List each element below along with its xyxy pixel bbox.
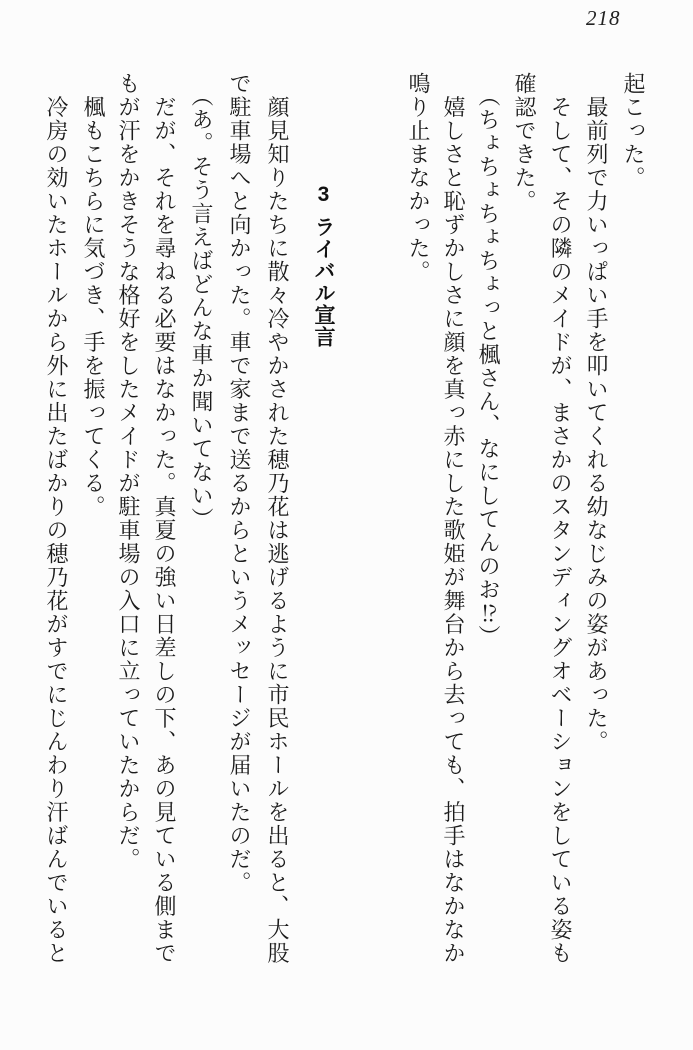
page-number: 218 [586, 6, 621, 30]
text-line: 顔見知りたちに散々冷やかされた穂乃花は逃げるように市民ホールを出ると、大股 [265, 72, 290, 965]
text-line: 冷房の効いたホールから外に出たばかりの穂乃花がすでにじんわり汗ばんでいると [44, 72, 69, 965]
text-line: 最前列で力いっぱい手を叩いてくれる幼なじみの姿があった。 [584, 72, 609, 754]
text-line: 楓もこちらに気づき、手を振ってくる。 [81, 72, 106, 519]
text-line: 確認できた。 [512, 72, 537, 213]
text-line: 嬉しさと恥ずかしさに顔を真っ赤にした歌姫が舞台から去っても、拍手はなかなか [441, 72, 466, 965]
text-line: もが汗をかきそうな格好をしたメイドが駐車場の入口に立っていたからだ。 [116, 72, 141, 871]
text-line: で駐車場へと向かった。車で家まで送るからというメッセージが届いたのだ。 [227, 72, 252, 895]
text-line: （ちょちょちょちょっと楓さん、なにしてんのお⁉） [476, 72, 501, 649]
text-line: そして、その隣のメイドが、まさかのスタンディングオベーションをしている姿も [548, 72, 573, 965]
text-line: だが、それを尋ねる必要はなかった。真夏の強い日差しの下、あの見ている側まで [152, 72, 177, 965]
chapter-heading [306, 183, 340, 348]
chapter-number: 3 [312, 183, 335, 207]
chapter-title: ライバル宣言 [312, 216, 335, 348]
text-line: （あ。そう言えばどんな車か聞いてない） [189, 72, 214, 531]
text-line: 起こった。 [621, 72, 646, 190]
text-line: 鳴り止まなかった。 [406, 72, 431, 284]
